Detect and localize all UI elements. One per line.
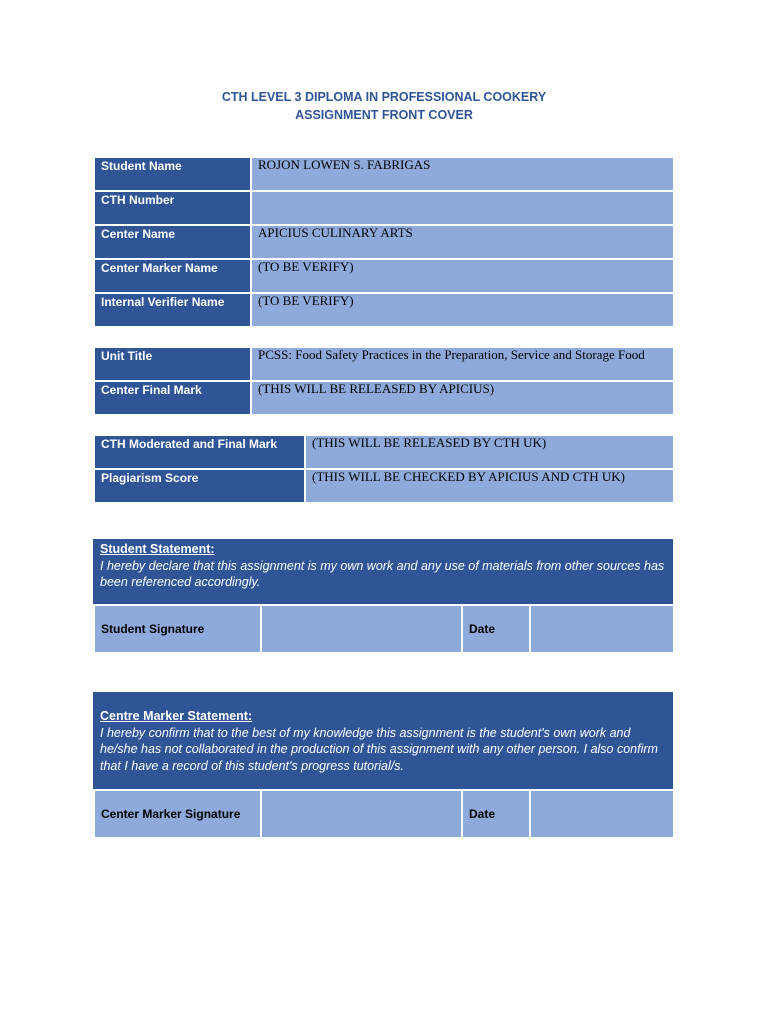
student-signature-field[interactable]: [261, 605, 462, 653]
student-statement-text: I hereby declare that this assignment is my own work and any use of materials from other sources has been referenced accordingly.: [100, 558, 665, 589]
marker-date-field[interactable]: [530, 790, 674, 838]
student-name-label: Student Name: [94, 157, 251, 191]
marker-statement-heading: Centre Marker Statement:: [100, 709, 253, 723]
center-final-mark-row: [94, 381, 674, 415]
student-name-row: [94, 157, 674, 191]
center-final-mark-label: Center Final Mark: [94, 381, 251, 415]
marker-signature-field[interactable]: [261, 790, 462, 838]
marker-signature-label: Center Marker Signature: [94, 790, 261, 838]
student-statement-heading: Student Statement:: [100, 542, 215, 556]
marker-statement-text: I hereby confirm that to the best of my knowledge this assignment is the student's own work and he/she has not collaborated in the production of this assignment with any other person. I also confirm that I have a record of this student's progress tutorial/s.: [100, 725, 658, 773]
marker-signature-table: [93, 789, 675, 839]
moderated-final-mark-row: [94, 435, 674, 469]
center-name-value[interactable]: APICIUS CULINARY ARTS: [251, 225, 674, 259]
center-marker-name-row: [94, 259, 674, 293]
center-final-mark-value[interactable]: (THIS WILL BE RELEASED BY APICIUS): [251, 381, 674, 415]
marker-date-label: Date: [462, 790, 530, 838]
moderated-final-mark-label: CTH Moderated and Final Mark: [94, 435, 305, 469]
marker-statement-box: [93, 692, 673, 790]
unit-title-row: [94, 347, 674, 381]
unit-info-table: [93, 346, 675, 416]
internal-verifier-name-row: [94, 293, 674, 327]
student-info-table: [93, 156, 675, 328]
marker-signature-row: [94, 790, 674, 838]
center-name-row: [94, 225, 674, 259]
student-date-label: Date: [462, 605, 530, 653]
student-name-value[interactable]: ROJON LOWEN S. FABRIGAS: [251, 157, 674, 191]
internal-verifier-name-label: Internal Verifier Name: [94, 293, 251, 327]
plagiarism-score-row: [94, 469, 674, 503]
student-signature-table: [93, 604, 675, 654]
plagiarism-score-value[interactable]: (THIS WILL BE CHECKED BY APICIUS AND CTH UK): [305, 469, 674, 503]
center-marker-name-label: Center Marker Name: [94, 259, 251, 293]
moderated-final-mark-value[interactable]: (THIS WILL BE RELEASED BY CTH UK): [305, 435, 674, 469]
student-date-field[interactable]: [530, 605, 674, 653]
cth-number-value[interactable]: [251, 191, 674, 225]
unit-title-value[interactable]: PCSS: Food Safety Practices in the Preparation, Service and Storage Food: [251, 347, 674, 381]
marks-table: [93, 434, 675, 504]
document-title: CTH LEVEL 3 DIPLOMA IN PROFESSIONAL COOKERY: [221, 90, 547, 104]
student-signature-label: Student Signature: [94, 605, 261, 653]
unit-title-label: Unit Title: [94, 347, 251, 381]
cth-number-label: CTH Number: [94, 191, 251, 225]
center-name-label: Center Name: [94, 225, 251, 259]
student-signature-row: [94, 605, 674, 653]
document-subtitle: ASSIGNMENT FRONT COVER: [295, 108, 473, 122]
internal-verifier-name-value[interactable]: (TO BE VERIFY): [251, 293, 674, 327]
plagiarism-score-label: Plagiarism Score: [94, 469, 305, 503]
center-marker-name-value[interactable]: (TO BE VERIFY): [251, 259, 674, 293]
cth-number-row: [94, 191, 674, 225]
student-statement-box: [93, 539, 673, 605]
